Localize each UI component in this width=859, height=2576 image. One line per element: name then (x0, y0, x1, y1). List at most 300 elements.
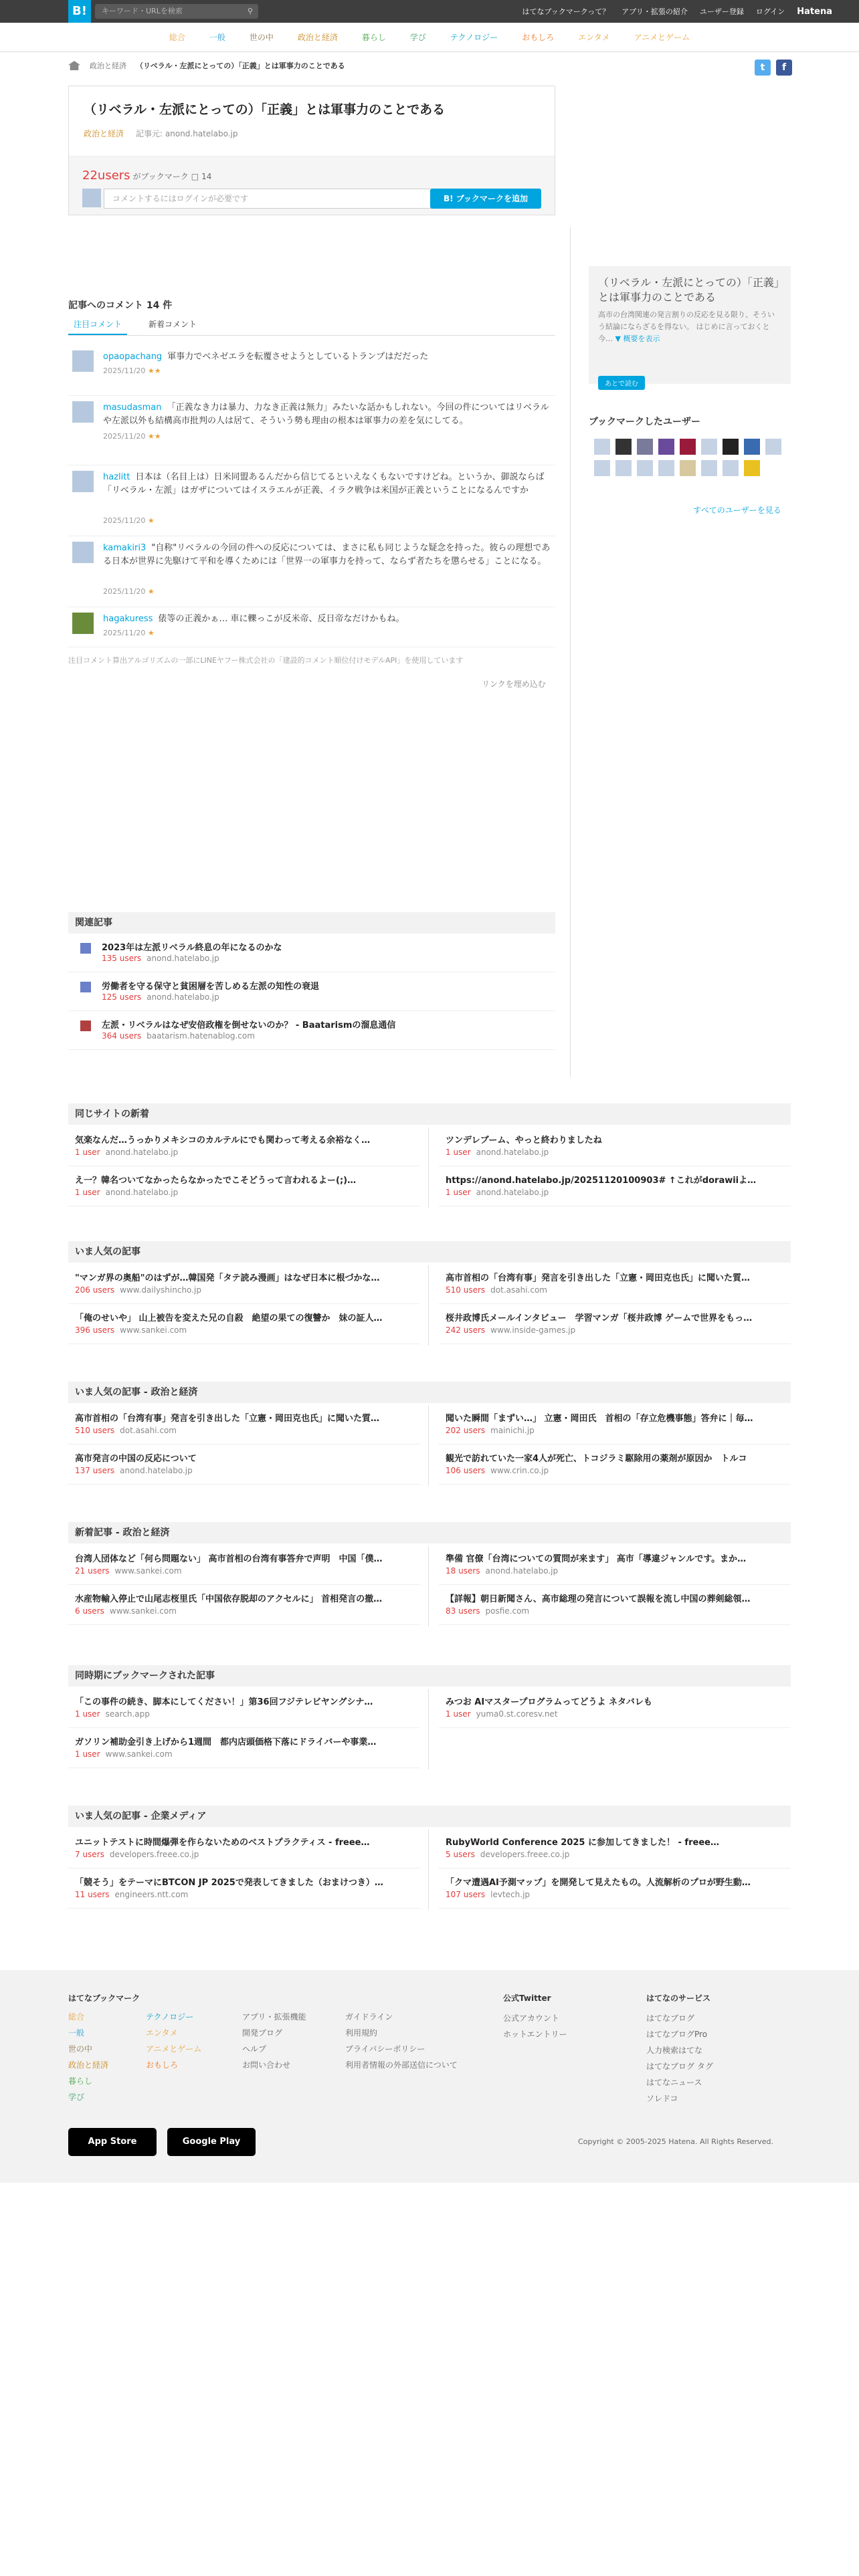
footer-col-4 (345, 2009, 458, 2073)
source-label: 記事元: (136, 129, 163, 138)
card-title[interactable]: 水産物輸入停止で山尾志桜里氏「中国依存脱却のアクセルに」 首相発言の撤… (75, 1594, 383, 1604)
cat-ippan[interactable]: 一般 (209, 33, 225, 42)
footer-services-title: はてなのサービス (646, 1994, 711, 2003)
comment-list (68, 345, 555, 647)
star-icon[interactable]: ★ (147, 629, 155, 637)
avatar[interactable] (701, 460, 717, 476)
comment-tabs (68, 318, 555, 336)
comment-date (103, 366, 161, 375)
card-site[interactable]: www.sankei.com (109, 1606, 177, 1616)
avatar[interactable] (658, 439, 674, 455)
card-users[interactable]: 1 user (75, 1188, 100, 1197)
related-users[interactable]: 135 users (102, 954, 142, 963)
footer-link[interactable]: 公式アカウント (503, 2014, 559, 2023)
related-site[interactable]: anond.hatelabo.jp (147, 992, 219, 1002)
entry-box (68, 86, 555, 215)
tab-popular[interactable]: 注目コメント (68, 318, 127, 335)
footer-link[interactable]: はてなブログ (646, 2014, 695, 2023)
sidebar-summary (589, 266, 791, 388)
card-meta (75, 1188, 178, 1197)
related-site[interactable]: baatarism.hatenablog.com (147, 1031, 255, 1041)
comment-icon: □ (191, 172, 199, 181)
section-title: いま人気の記事 - 企業メディア (68, 1806, 791, 1827)
facebook-icon[interactable]: f (776, 60, 792, 76)
card-users[interactable]: 107 users (446, 1890, 486, 1899)
star-icon[interactable]: ★ (147, 587, 155, 596)
avatar[interactable] (72, 471, 94, 492)
card-title[interactable]: 「俺のせいや」 山上被告を変えた兄の自殺 絶望の果ての復讐か 妹の証人… (75, 1313, 383, 1323)
top-bar (0, 0, 859, 23)
card-title[interactable]: RubyWorld Conference 2025 に参加してきました！ - freee… (446, 1838, 719, 1848)
hatena-bookmark-logo[interactable]: B! (68, 0, 91, 23)
article-card[interactable] (68, 1446, 420, 1485)
card-title[interactable]: 台湾人団体など「何ら問題ない」 高市首相の台湾有事答弁で声明 中国「僕… (75, 1554, 383, 1564)
card-meta (446, 1709, 558, 1719)
top-link-login[interactable]: ログイン (755, 7, 785, 16)
footer-brand-title: はてなブックマーク (68, 1994, 140, 2003)
card-users[interactable]: 1 user (75, 1148, 100, 1157)
article-card[interactable] (439, 1406, 791, 1444)
card-title[interactable]: https://anond.hatelabo.jp/20251120100903# ↑これがdorawiiよ… (446, 1176, 757, 1186)
entry-category[interactable]: 政治と経済 (84, 129, 124, 138)
card-users[interactable]: 83 users (446, 1606, 480, 1616)
sidebar-desc-text: 高市の台湾関連の発言割りの反応を見る限り、そういう結論にならざるを得ない。 はじめに言っておくと今… (598, 310, 775, 343)
avatar[interactable] (615, 439, 632, 455)
avatar[interactable] (594, 439, 610, 455)
related-item-title[interactable]: 労働者を守る保守と貧困層を苦しめる左派の知性の衰退 (102, 982, 320, 992)
date: 2025/11/20 (103, 432, 146, 441)
card-title[interactable]: "マンガ界の奥船"のはずが…韓国発「タテ読み漫画」はなぜ日本に根づかな… (75, 1273, 380, 1283)
card-title[interactable]: 【詳報】朝日新聞さん、高市総理の発言について誤報を流し中国の葬剣総領… (446, 1594, 751, 1604)
column-divider (428, 1546, 429, 1626)
card-meta (75, 1325, 187, 1335)
card-site[interactable]: www.crin.co.jp (490, 1466, 549, 1475)
card-title[interactable]: 観光で訪れていた一家4人が死亡、トコジラミ駆除用の薬剤が原因か トルコ (446, 1454, 747, 1464)
site-favicon-icon (80, 943, 91, 954)
card-meta (75, 1850, 199, 1859)
article-card[interactable] (439, 1168, 791, 1206)
bookmark-users-title: ブックマークしたユーザー (589, 417, 701, 427)
footer-link[interactable]: 政治と経済 (68, 2060, 109, 2070)
footer (0, 1970, 859, 2183)
top-link-apps[interactable]: アプリ・拡張の紹介 (622, 7, 688, 16)
column-divider (428, 1128, 429, 1208)
comment-user[interactable]: kamakiri3 (103, 543, 147, 553)
related-item-meta (102, 954, 219, 963)
footer-link[interactable]: 学び (68, 2092, 85, 2102)
card-users[interactable]: 18 users (446, 1566, 480, 1576)
cat-game[interactable]: アニメとゲーム (634, 33, 690, 42)
search-placeholder: キーワード・URLを検索 (102, 7, 183, 15)
card-title[interactable]: 高市発言の中国の反応について (75, 1454, 197, 1464)
comment-body (103, 542, 555, 568)
card-site[interactable]: dot.asahi.com (490, 1285, 547, 1295)
section-title: いま人気の記事 - 政治と経済 (68, 1382, 791, 1403)
comment-item (68, 536, 555, 607)
breadcrumb-section[interactable]: 政治と経済 (90, 62, 126, 70)
users-count[interactable] (82, 169, 211, 183)
footer-link[interactable]: 人力検索はてな (646, 2046, 703, 2055)
comment-body (103, 401, 555, 428)
column-divider (428, 1265, 429, 1346)
avatar[interactable] (637, 439, 653, 455)
card-users[interactable]: 5 users (446, 1850, 475, 1859)
cat-knowledge[interactable]: 学び (409, 33, 426, 42)
footer-twitter (503, 1990, 567, 2042)
avatar (82, 189, 101, 207)
card-title[interactable]: 高市首相の「台湾有事」発言を引き出した「立憲・岡田克也氏」に聞いた質… (446, 1273, 751, 1283)
avatar[interactable] (72, 542, 94, 563)
article-card[interactable] (68, 1406, 420, 1444)
card-title[interactable]: 「この事件の続き、脚本にしてください！」第36回フジテレビヤングシナ… (75, 1697, 373, 1707)
article-card[interactable] (439, 1446, 791, 1485)
column-divider (428, 1830, 429, 1910)
card-title[interactable]: ガソリン補助金引き上げから1週間 都内店頭価格下落にドライバーや事業… (75, 1737, 377, 1747)
article-card[interactable] (68, 1546, 420, 1585)
card-title[interactable]: え一？韓名ついてなかったらなかったでこそどうって言われるよー(;)… (75, 1176, 357, 1186)
card-site[interactable]: levtech.jp (490, 1890, 531, 1899)
section-title: いま人気の記事 (68, 1241, 791, 1263)
card-title[interactable]: 準備 官僚「台湾についての質問が来ます」 高市「導違ジャンルです。まか… (446, 1554, 747, 1564)
card-meta (75, 1749, 173, 1759)
related-item-title[interactable]: 左派・リベラルはなぜ安倍政権を倒せないのか？ - Baatarismの溜息通信 (102, 1021, 396, 1031)
article-card[interactable] (68, 1168, 420, 1206)
comment-text: 軍事力でベネゼエラを転覆させようとしているトランプはだだった (167, 352, 429, 362)
footer-link[interactable]: お問い合わせ (242, 2060, 291, 2070)
sidebar-desc (598, 309, 781, 345)
article-card[interactable] (439, 1830, 791, 1868)
comment-date (103, 629, 155, 637)
breadcrumb (68, 60, 345, 71)
cat-it[interactable]: テクノロジー (450, 33, 498, 42)
card-site[interactable]: dot.asahi.com (120, 1426, 177, 1435)
card-title[interactable]: ユニットテストに時間爆弾を作らないためのベストプラクティス - freee… (75, 1838, 370, 1848)
comment-body (103, 350, 555, 364)
footer-link[interactable]: ホットエントリー (503, 2030, 567, 2039)
card-site[interactable]: developers.freee.co.jp (109, 1850, 199, 1859)
cat-entertainment[interactable]: エンタメ (578, 33, 610, 42)
avatar[interactable] (637, 460, 653, 476)
article-card[interactable] (68, 1689, 420, 1728)
card-meta (75, 1148, 178, 1157)
site-favicon-icon (80, 982, 91, 992)
card-users[interactable]: 242 users (446, 1325, 486, 1335)
footer-link[interactable]: プライバシーポリシー (345, 2044, 425, 2054)
footer-link[interactable]: ガイドライン (345, 2012, 393, 2022)
related-users[interactable]: 125 users (102, 992, 142, 1002)
footer-link[interactable]: 利用規約 (345, 2028, 378, 2038)
article-card[interactable] (439, 1586, 791, 1625)
card-title[interactable]: 桜井政博氏メールインタビュー 学習マンガ「桜井政博 ゲームで世界をもっ… (446, 1313, 753, 1323)
card-meta (75, 1566, 182, 1576)
card-meta (446, 1285, 547, 1295)
article-card[interactable] (439, 1689, 791, 1728)
footer-link[interactable]: はてなブログPro (646, 2030, 708, 2039)
related-users[interactable]: 364 users (102, 1031, 142, 1041)
star-icon[interactable]: ★ (147, 516, 155, 525)
article-card[interactable] (68, 1265, 420, 1304)
card-title[interactable]: ツンデレブーム、やっと終わりましたね (446, 1136, 602, 1146)
hatena-logo[interactable]: Hatena (797, 6, 832, 17)
top-link-register[interactable]: ユーザー登録 (699, 7, 744, 16)
article-card[interactable] (439, 1870, 791, 1909)
card-site[interactable]: yuma0.st.coresv.net (476, 1709, 558, 1719)
home-icon[interactable] (68, 61, 80, 70)
footer-link[interactable]: 世の中 (68, 2044, 93, 2054)
related-item[interactable] (68, 934, 555, 972)
article-card[interactable] (68, 1305, 420, 1344)
related-site[interactable]: anond.hatelabo.jp (147, 954, 219, 963)
users-suffix: がブックマーク (132, 172, 189, 181)
card-meta (75, 1426, 177, 1435)
column-divider (428, 1689, 429, 1769)
copyright: Copyright © 2005-2025 Hatena. All Rights Reserved. (578, 2137, 774, 2146)
breadcrumb-current: （リベラル・左派にとっての）「正義」とは軍事力のことである (136, 62, 345, 70)
footer-link[interactable]: アプリ・拡張機能 (242, 2012, 306, 2022)
bookmark-user-grid (594, 439, 795, 476)
top-link-about[interactable]: はてなブックマークって？ (522, 7, 610, 16)
footer-twitter-title: 公式Twitter (503, 1994, 551, 2003)
footer-link[interactable]: 暮らし (68, 2076, 93, 2086)
comment-user[interactable]: hazlitt (103, 472, 130, 482)
card-users[interactable]: 1 user (446, 1709, 471, 1719)
avatar[interactable] (658, 460, 674, 476)
footer-col-3 (242, 2009, 306, 2073)
card-users[interactable]: 510 users (75, 1426, 115, 1435)
card-site[interactable]: anond.hatelabo.jp (105, 1188, 179, 1197)
comments-note: 注目コメント算出アルゴリズムの一部にLINEヤフー株式会社の「建設的コメント順位付けモデルAPI」を使用しています (68, 656, 464, 665)
card-users[interactable]: 11 users (75, 1890, 110, 1899)
card-meta (446, 1850, 569, 1859)
article-card[interactable] (68, 1128, 420, 1166)
card-site[interactable]: search.app (105, 1709, 150, 1719)
footer-link[interactable]: 一般 (68, 2028, 85, 2038)
comments-count: 14 (201, 172, 212, 181)
comment-item (68, 465, 555, 536)
date: 2025/11/20 (103, 629, 146, 637)
comment-date (103, 516, 155, 525)
footer-col-1 (68, 2009, 108, 2105)
card-site[interactable]: anond.hatelabo.jp (476, 1148, 549, 1157)
cat-general[interactable]: 総合 (169, 33, 185, 42)
social-share (755, 60, 792, 76)
card-users[interactable]: 1 user (446, 1148, 471, 1157)
avatar[interactable] (744, 460, 760, 476)
entry-source[interactable]: anond.hatelabo.jp (165, 129, 238, 138)
card-site[interactable]: www.dailyshincho.jp (120, 1285, 201, 1295)
card-site[interactable]: engineers.ntt.com (114, 1890, 189, 1899)
article-card[interactable] (68, 1830, 420, 1868)
card-meta (75, 1285, 201, 1295)
show-summary-link[interactable]: ▼ 概要を表示 (615, 334, 660, 343)
date: 2025/11/20 (103, 516, 146, 525)
card-meta (446, 1606, 529, 1616)
card-meta (75, 1709, 150, 1719)
card-users[interactable]: 21 users (75, 1566, 110, 1576)
top-links (522, 0, 832, 23)
card-meta (75, 1466, 193, 1475)
comment-text: 「正義なき力は暴力、力なき正義は無力」みたいな話かもしれない。今回の件についてはリベラルや左派以外も結構高市批判の人は居て、そういう勢も理由の根本は軍事力の差を気にしてる。 (103, 403, 549, 426)
card-site[interactable]: posfie.com (485, 1606, 530, 1616)
card-site[interactable]: www.sankei.com (120, 1325, 187, 1335)
category-nav (0, 23, 859, 52)
cat-fun[interactable]: おもしろ (522, 33, 555, 42)
footer-link[interactable]: 開発ブログ (242, 2028, 283, 2038)
card-site[interactable]: www.inside-games.jp (490, 1325, 576, 1335)
entry-meta (84, 128, 237, 139)
embed-link[interactable]: リンクを埋め込む (482, 679, 546, 689)
search-icon[interactable]: ⚲ (247, 7, 253, 15)
avatar[interactable] (723, 439, 739, 455)
article-card[interactable] (68, 1870, 420, 1909)
avatar[interactable] (615, 460, 632, 476)
avatar[interactable] (744, 439, 760, 455)
footer-link[interactable]: おもしろ (146, 2060, 179, 2070)
users-number: 22users (82, 169, 130, 183)
comment-item (68, 345, 555, 396)
card-site[interactable]: anond.hatelabo.jp (476, 1188, 549, 1197)
card-meta (75, 1606, 177, 1616)
section-title: 新着記事 - 政治と経済 (68, 1522, 791, 1543)
star-icon[interactable]: ★★ (147, 366, 161, 375)
all-users-link[interactable]: すべてのユーザーを見る (693, 506, 781, 515)
footer-brand (68, 1990, 140, 2010)
entry-title[interactable]: （リベラル・左派にとっての）「正義」とは軍事力のことである (84, 102, 446, 117)
footer-link[interactable]: ソレドコ (646, 2094, 678, 2103)
card-title[interactable]: みつお AIマスタープログラムってどうよ ネタバレも (446, 1697, 652, 1707)
card-users[interactable]: 1 user (75, 1749, 100, 1759)
card-site[interactable]: anond.hatelabo.jp (120, 1466, 193, 1475)
card-users[interactable]: 6 users (75, 1606, 104, 1616)
google-play-button[interactable]: Google Play (167, 2128, 256, 2156)
article-card[interactable] (439, 1305, 791, 1344)
card-meta (446, 1426, 535, 1435)
avatar[interactable] (72, 613, 94, 634)
avatar[interactable] (594, 460, 610, 476)
comment-date (103, 432, 161, 441)
card-users[interactable]: 202 users (446, 1426, 486, 1435)
footer-link[interactable]: テクノロジー (146, 2012, 194, 2022)
card-site[interactable]: developers.freee.co.jp (480, 1850, 570, 1859)
article-card[interactable] (68, 1586, 420, 1625)
footer-link[interactable]: エンタメ (146, 2028, 178, 2038)
card-meta (75, 1890, 188, 1899)
card-meta (446, 1890, 530, 1899)
column-divider (428, 1406, 429, 1486)
card-users[interactable]: 137 users (75, 1466, 115, 1475)
comment-text: 俵等の正義かぁ… 車に轢っこが反米帝、反日帝なだけかもね。 (158, 614, 405, 624)
comments-title: 記事へのコメント 14 件 (68, 300, 173, 311)
date: 2025/11/20 (103, 366, 146, 375)
bookmark-bar (69, 156, 555, 215)
related-item[interactable] (68, 972, 555, 1011)
card-users[interactable]: 1 user (446, 1188, 471, 1197)
card-users[interactable]: 510 users (446, 1285, 486, 1295)
comment-input[interactable]: コメントするにはログインが必要です (104, 189, 456, 209)
related-item-meta (102, 1031, 255, 1041)
card-site[interactable]: mainichi.jp (490, 1426, 535, 1435)
star-icon[interactable]: ★★ (147, 432, 161, 441)
twitter-icon[interactable]: t (755, 60, 771, 76)
card-meta (446, 1466, 549, 1475)
card-site[interactable]: anond.hatelabo.jp (485, 1566, 559, 1576)
add-bookmark-button[interactable]: B! ブックマークを追加 (430, 189, 541, 209)
footer-col-2 (146, 2009, 201, 2073)
related-item[interactable] (68, 1011, 555, 1050)
card-users[interactable]: 206 users (75, 1285, 115, 1295)
avatar[interactable] (701, 439, 717, 455)
card-users[interactable]: 7 users (75, 1850, 104, 1859)
card-site[interactable]: www.sankei.com (114, 1566, 182, 1576)
card-site[interactable]: www.sankei.com (105, 1749, 173, 1759)
card-title[interactable]: 聞いた瞬間「まずい…」 立憲・岡田氏 首相の「存立危機事態」答弁に｜毎… (446, 1414, 753, 1424)
tab-recent[interactable]: 新着コメント (149, 320, 197, 329)
card-title[interactable]: 「クマ遭遇AI予測マップ」を開発して見えたもの。人流解析のプロが野生動… (446, 1878, 751, 1888)
article-card[interactable] (439, 1128, 791, 1166)
article-card[interactable] (68, 1729, 420, 1768)
cat-social[interactable]: 世の中 (249, 33, 274, 42)
card-users[interactable]: 106 users (446, 1466, 486, 1475)
card-title[interactable]: 「競そう」をテーマにBTCON JP 2025で発表してきました（おまけつき）… (75, 1878, 383, 1888)
related-item-meta (102, 992, 219, 1002)
article-card[interactable] (439, 1265, 791, 1304)
avatar[interactable] (723, 460, 739, 476)
column-divider (570, 227, 571, 1077)
cat-economics[interactable]: 政治と経済 (297, 33, 338, 42)
avatar[interactable] (765, 439, 781, 455)
footer-link[interactable]: 利用者情報の外部送信について (345, 2060, 458, 2070)
comment-body (103, 613, 555, 626)
article-card[interactable] (439, 1546, 791, 1585)
section-title: 同時期にブックマークされた記事 (68, 1665, 791, 1687)
avatar[interactable] (680, 460, 696, 476)
app-store-button[interactable]: App Store (68, 2128, 157, 2156)
card-title[interactable]: 高市首相の「台湾有事」発言を引き出した「立憲・岡田克也氏」に聞いた質… (75, 1414, 380, 1424)
avatar[interactable] (680, 439, 696, 455)
card-site[interactable]: anond.hatelabo.jp (105, 1148, 179, 1157)
footer-link[interactable]: ヘルプ (242, 2044, 267, 2054)
comment-body (103, 471, 555, 498)
date: 2025/11/20 (103, 587, 146, 596)
search-input[interactable] (95, 4, 258, 19)
related-title: 関連記事 (68, 912, 555, 934)
avatar[interactable] (72, 401, 94, 423)
footer-link[interactable]: はてなブログ タグ (646, 2062, 713, 2071)
card-meta (446, 1148, 549, 1157)
avatar[interactable] (72, 350, 94, 372)
card-title[interactable]: 気楽なんだ…うっかりメキシコのカルテルにでも関わって考える余裕なく… (75, 1136, 371, 1146)
comment-user[interactable]: masudasman (103, 403, 162, 413)
card-meta (446, 1325, 575, 1335)
card-meta (446, 1566, 558, 1576)
comment-item (68, 607, 555, 647)
related-item-title[interactable]: 2023年は左派リベラル終息の年になるのかな (102, 943, 282, 953)
comment-user[interactable]: opaopachang (103, 352, 163, 362)
card-users[interactable]: 1 user (75, 1709, 100, 1719)
footer-link[interactable]: アニメとゲーム (146, 2044, 202, 2054)
card-users[interactable]: 396 users (75, 1325, 115, 1335)
cat-life[interactable]: 暮らし (361, 33, 386, 42)
comment-date (103, 587, 155, 596)
comment-user[interactable]: hagakuress (103, 614, 153, 624)
section-title: 同じサイトの新着 (68, 1103, 791, 1125)
footer-services (646, 1990, 713, 2107)
tag-read-later[interactable]: あとで読む (598, 376, 645, 390)
comment-item (68, 396, 555, 465)
footer-link[interactable]: 総合 (68, 2012, 85, 2022)
footer-link[interactable]: はてなニュース (646, 2078, 702, 2087)
comment-text: 日本は（名目上は）日米同盟あるんだから信じてるといえなくもないですけどね。というか、御説ならば「リベラル・左派」はガザについてはイスラエルが正義、イラク戦争は米国が正義ということになるんですか (103, 472, 545, 496)
